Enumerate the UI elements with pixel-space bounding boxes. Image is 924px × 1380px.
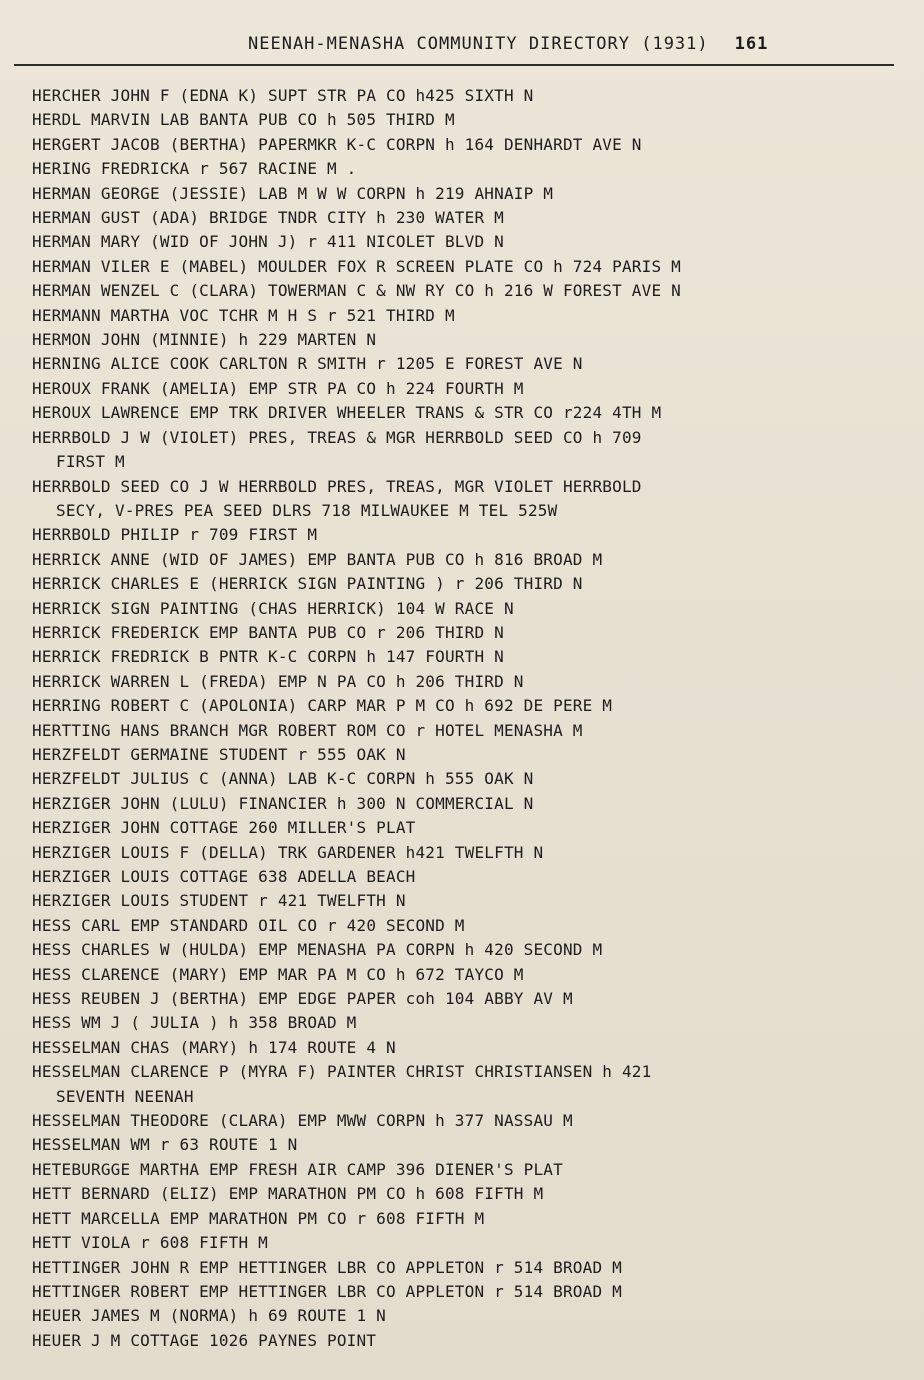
directory-entry: HERNING ALICE COOK CARLTON R SMITH r 1205 E FOREST AVE N [32,354,583,374]
directory-entry-continuation: SEVENTH NEENAH [56,1086,194,1106]
directory-entry: HERRICK SIGN PAINTING (CHAS HERRICK) 104 W RACE N [32,598,514,618]
page-header [248,34,768,54]
directory-title: NEENAH-MENASHA COMMUNITY DIRECTORY (1931) [248,34,709,54]
directory-entry: HERZIGER LOUIS F (DELLA) TRK GARDENER h421 TWELFTH N [32,842,544,862]
directory-entry: HESS CARL EMP STANDARD OIL CO r 420 SECOND M [32,915,465,935]
directory-entry: HETTINGER JOHN R EMP HETTINGER LBR CO APPLETON r 514 BROAD M [32,1257,622,1277]
directory-entry: HERMAN GUST (ADA) BRIDGE TNDR CITY h 230 WATER M [32,208,504,228]
directory-entry: HERING FREDRICKA r 567 RACINE M . [32,159,357,179]
directory-entry: HESSELMAN THEODORE (CLARA) EMP MWW CORPN h 377 NASSAU M [32,1111,573,1131]
directory-entry: HESS REUBEN J (BERTHA) EMP EDGE PAPER coh 104 ABBY AV M [32,989,573,1009]
directory-entries [32,84,912,1353]
directory-entry: HERRICK FREDRICK B PNTR K-C CORPN h 147 FOURTH N [32,647,504,667]
page-number: 161 [734,34,769,54]
directory-entry: HEROUX FRANK (AMELIA) EMP STR PA CO h 224 FOURTH M [32,378,524,398]
directory-entry: HESS WM J ( JULIA ) h 358 BROAD M [32,1013,357,1033]
directory-entry: HESS CLARENCE (MARY) EMP MAR PA M CO h 672 TAYCO M [32,964,524,984]
directory-entry: HERRBOLD J W (VIOLET) PRES, TREAS & MGR HERRBOLD SEED CO h 709 [32,427,642,447]
directory-entry: HERMAN WENZEL C (CLARA) TOWERMAN C & NW RY CO h 216 W FOREST AVE N [32,281,681,301]
directory-entry: HETEBURGGE MARTHA EMP FRESH AIR CAMP 396 DIENER'S PLAT [32,1159,563,1179]
directory-entry: HERMAN MARY (WID OF JOHN J) r 411 NICOLET BLVD N [32,232,504,252]
directory-entry: HERMAN VILER E (MABEL) MOULDER FOX R SCREEN PLATE CO h 724 PARIS M [32,256,681,276]
directory-entry: HERZIGER LOUIS STUDENT r 421 TWELFTH N [32,891,406,911]
directory-entry: HERCHER JOHN F (EDNA K) SUPT STR PA CO h425 SIXTH N [32,86,534,105]
directory-entry: HEUER J M COTTAGE 1026 PAYNES POINT [32,1330,377,1350]
directory-entry: HEUER JAMES M (NORMA) h 69 ROUTE 1 N [32,1306,386,1326]
directory-entry-continuation: SECY, V-PRES PEA SEED DLRS 718 MILWAUKEE M TEL 525W [56,500,558,520]
directory-entry: HESSELMAN CHAS (MARY) h 174 ROUTE 4 N [32,1037,396,1057]
directory-entry: HETT MARCELLA EMP MARATHON PM CO r 608 FIFTH M [32,1208,485,1228]
directory-entry: HERRICK FREDERICK EMP BANTA PUB CO r 206 THIRD N [32,622,504,642]
directory-entry: HEROUX LAWRENCE EMP TRK DRIVER WHEELER TRANS & STR CO r224 4TH M [32,403,662,423]
directory-entry: HESSELMAN WM r 63 ROUTE 1 N [32,1135,298,1155]
directory-entry: HERTTING HANS BRANCH MGR ROBERT ROM CO r HOTEL MENASHA M [32,720,583,740]
directory-entry: HERRICK WARREN L (FREDA) EMP N PA CO h 206 THIRD N [32,671,524,691]
directory-entry: HERRICK ANNE (WID OF JAMES) EMP BANTA PUB CO h 816 BROAD M [32,549,603,569]
directory-entry: HETT VIOLA r 608 FIFTH M [32,1233,268,1253]
directory-entry: HERRICK CHARLES E (HERRICK SIGN PAINTING ) r 206 THIRD N [32,574,583,594]
directory-entry: HERRBOLD PHILIP r 709 FIRST M [32,525,318,545]
directory-entry-continuation: FIRST M [56,452,125,472]
directory-entry: HERZIGER JOHN (LULU) FINANCIER h 300 N COMMERCIAL N [32,793,534,813]
directory-entry: HETTINGER ROBERT EMP HETTINGER LBR CO APPLETON r 514 BROAD M [32,1281,622,1301]
directory-entry: HERMAN GEORGE (JESSIE) LAB M W W CORPN h 219 AHNAIP M [32,183,554,203]
directory-entry: HERZIGER LOUIS COTTAGE 638 ADELLA BEACH [32,867,416,886]
directory-entry: HERRBOLD SEED CO J W HERRBOLD PRES, TREAS, MGR VIOLET HERRBOLD [32,476,642,496]
directory-entry: HERZFELDT JULIUS C (ANNA) LAB K-C CORPN h 555 OAK N [32,769,534,789]
directory-entry: HERMANN MARTHA VOC TCHR M H S r 521 THIRD M [32,305,455,325]
directory-entry: HESSELMAN CLARENCE P (MYRA F) PAINTER CHRIST CHRISTIANSEN h 421 [32,1062,652,1082]
header-rule [14,64,894,66]
directory-entry: HERMON JOHN (MINNIE) h 229 MARTEN N [32,330,377,350]
directory-entry: HETT BERNARD (ELIZ) EMP MARATHON PM CO h 608 FIFTH M [32,1184,544,1204]
directory-entry: HERDL MARVIN LAB BANTA PUB CO h 505 THIRD M [32,110,455,130]
directory-entry: HERZFELDT GERMAINE STUDENT r 555 OAK N [32,744,406,764]
directory-entry: HERZIGER JOHN COTTAGE 260 MILLER'S PLAT [32,818,416,838]
directory-entry: HESS CHARLES W (HULDA) EMP MENASHA PA CORPN h 420 SECOND M [32,940,603,960]
directory-entry: HERRING ROBERT C (APOLONIA) CARP MAR P M CO h 692 DE PERE M [32,696,613,716]
directory-entry: HERGERT JACOB (BERTHA) PAPERMKR K-C CORPN h 164 DENHARDT AVE N [32,134,642,154]
